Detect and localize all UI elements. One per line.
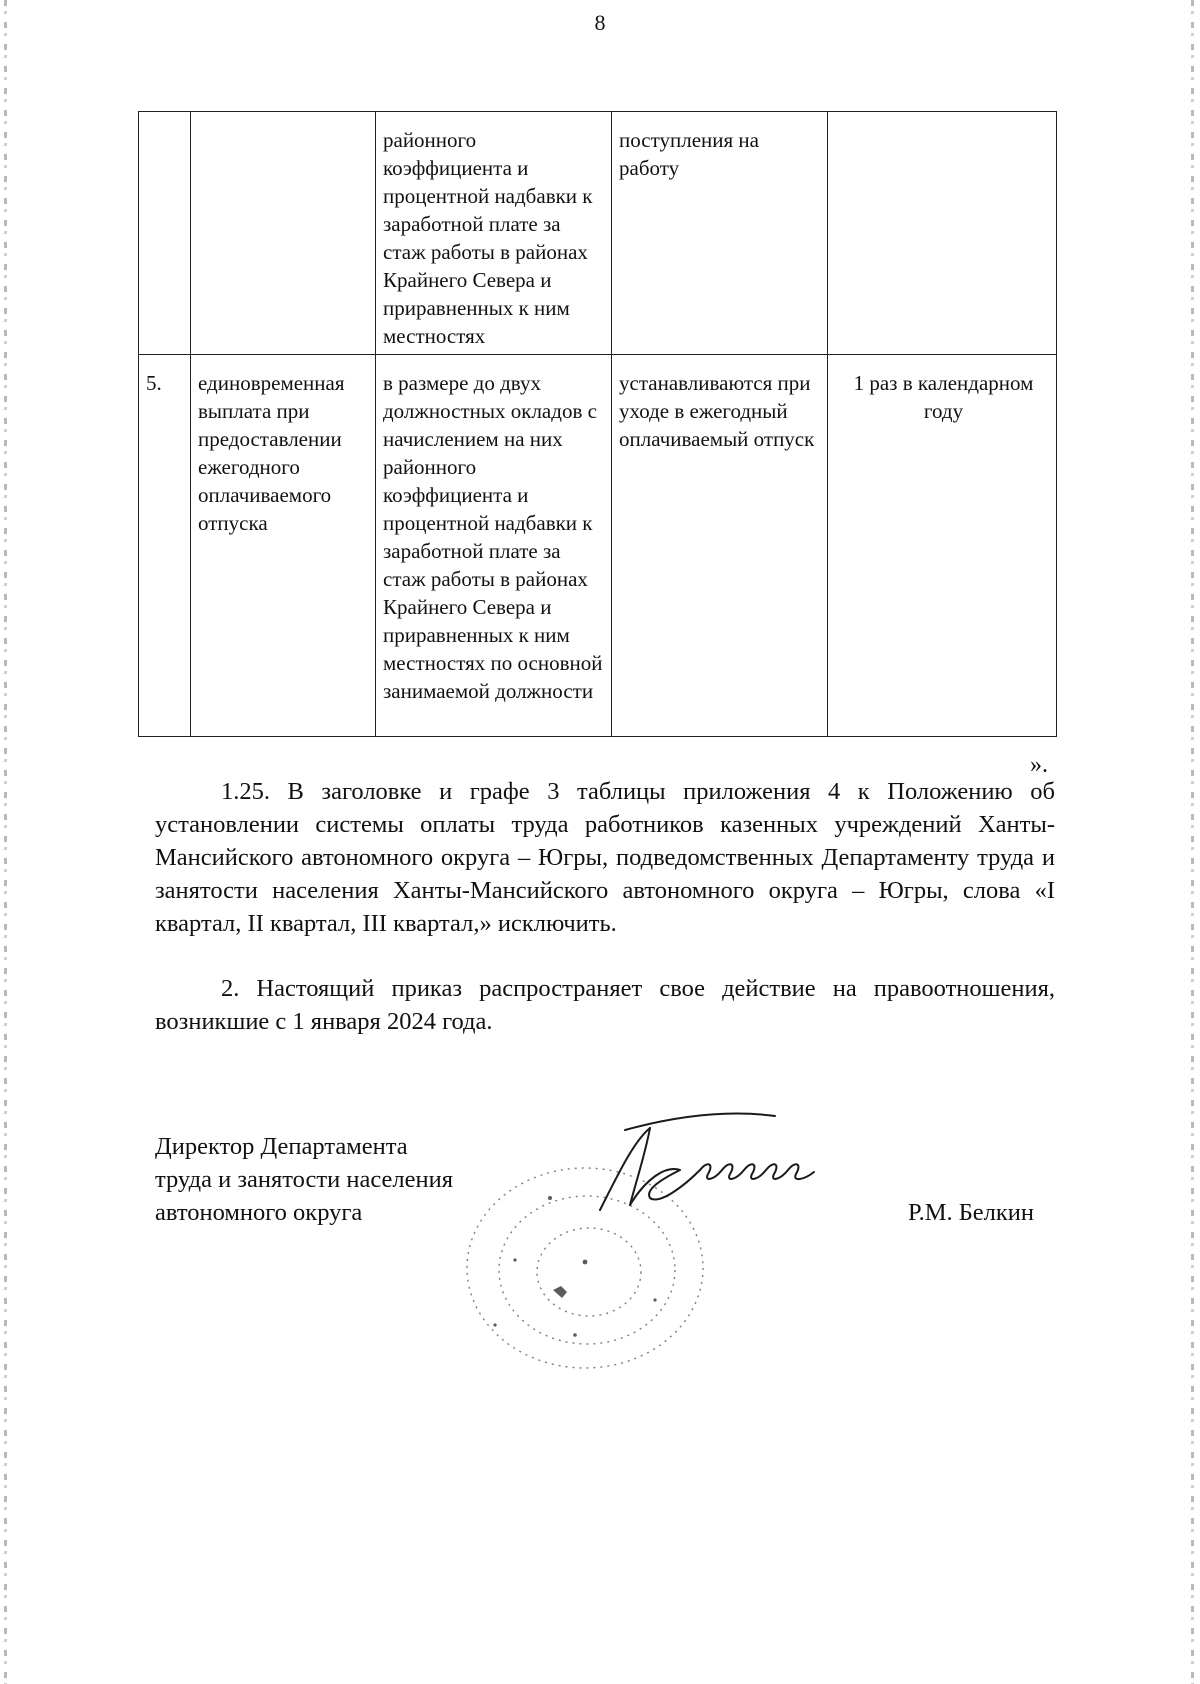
table-row bbox=[139, 112, 1057, 355]
payment-condition-cell: поступления на работу bbox=[612, 112, 828, 355]
paragraph-2: 2. Настоящий приказ распространяет свое действие на правоотношения, возникшие с 1 января 2024 года. bbox=[155, 975, 1055, 1035]
closing-quote: ». bbox=[1030, 752, 1048, 778]
signatory-title-line: труда и занятости населения bbox=[155, 1166, 453, 1193]
row-number-cell bbox=[139, 112, 191, 355]
payment-period-cell: 1 раз в календарном году bbox=[828, 355, 1057, 737]
signatory-title-line: автономного округа bbox=[155, 1199, 363, 1226]
payment-amount-cell: в размере до двух должностных окладов с начислением на них районного коэффициента и процентной надбавки к заработной плате за стаж работы в районах Крайнего Севера и приравненных к ним местностях по основной занимаемой должности bbox=[376, 355, 612, 737]
payment-condition-cell: устанавливаются при уходе в ежегодный оплачиваемый отпуск bbox=[612, 355, 828, 737]
row-number-cell: 5. bbox=[139, 355, 191, 737]
signatory-title-line: Директор Департамента bbox=[155, 1133, 408, 1160]
payment-amount-cell: районного коэффициента и процентной надбавки к заработной плате за стаж работы в районах Крайнего Севера и приравненных к ним местностях bbox=[376, 112, 612, 355]
payments-table bbox=[138, 111, 1057, 737]
payment-name-cell: единовременная выплата при предоставлении ежегодного оплачиваемого отпуска bbox=[191, 355, 376, 737]
scan-edge-right bbox=[1191, 0, 1194, 1684]
scan-edge-left bbox=[4, 0, 7, 1684]
payment-period-cell bbox=[828, 112, 1057, 355]
signatory-title bbox=[155, 1130, 453, 1229]
handwritten-signature bbox=[590, 1110, 890, 1220]
paragraph-1-25: 1.25. В заголовке и графе 3 таблицы приложения 4 к Положению об установлении системы оплаты труда работников казенных учреждений Ханты-Мансийского автономного округа – Югры, подведомственных Департаменту труда и занятости населения Ханты-Мансийского автономного округа – Югры, слова «I квартал, II квартал, III квартал,» исключить. bbox=[155, 778, 1055, 937]
page-number: 8 bbox=[594, 10, 606, 35]
table-row bbox=[139, 355, 1057, 737]
signatory-name: Р.М. Белкин bbox=[908, 1199, 1035, 1226]
payment-name-cell bbox=[191, 112, 376, 355]
